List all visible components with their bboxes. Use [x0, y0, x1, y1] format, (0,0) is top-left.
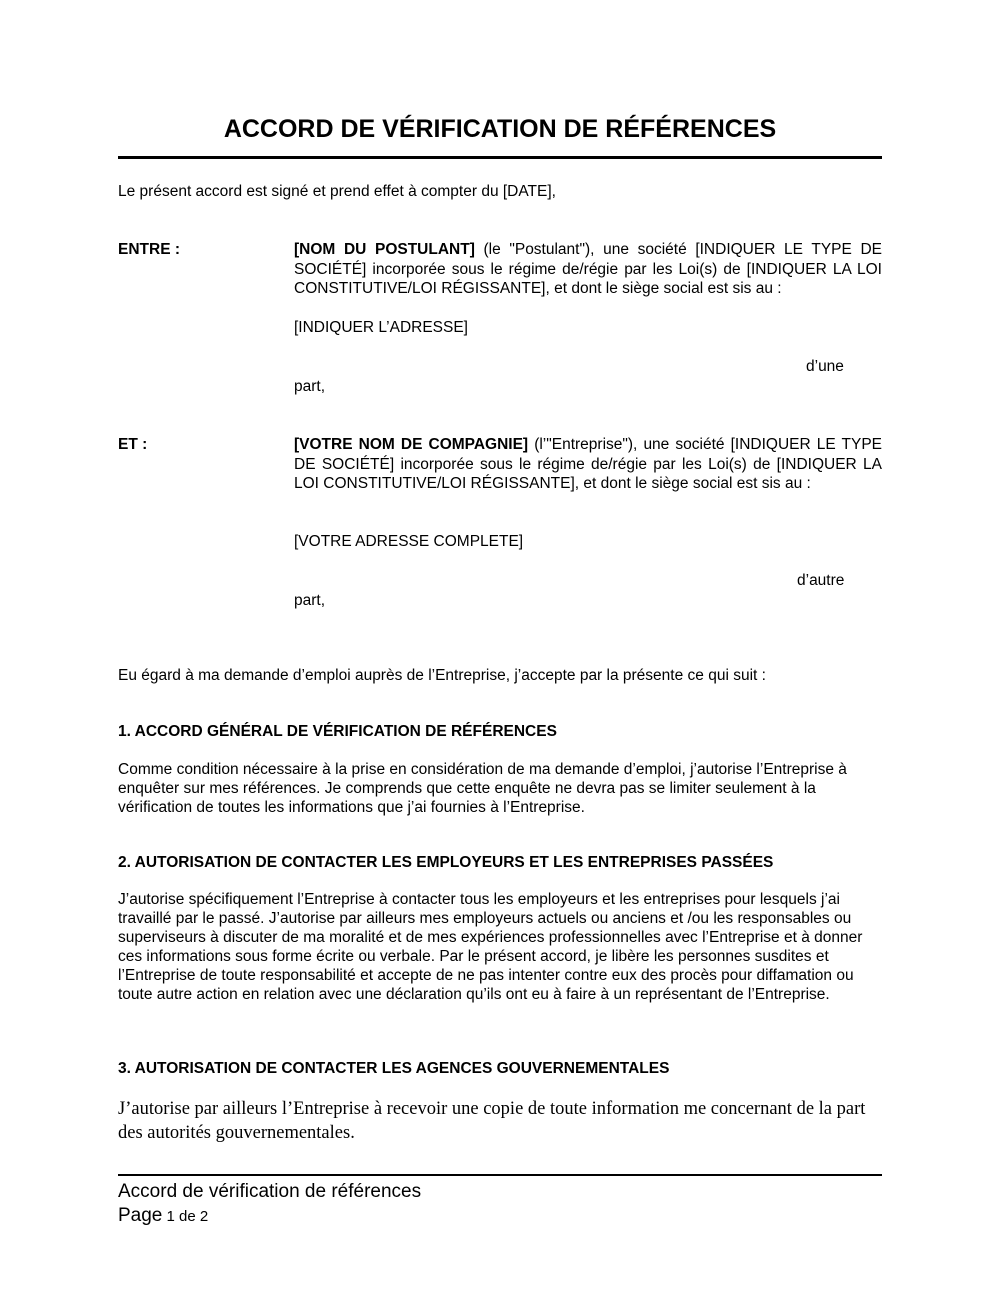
- section-1-heading: 1. ACCORD GÉNÉRAL DE VÉRIFICATION DE RÉFÉRENCES: [118, 723, 557, 740]
- party1-paragraph: [294, 240, 882, 299]
- footer-page-number: [118, 1204, 208, 1229]
- section-2-body: J’autorise spécifiquement l’Entreprise à contacter tous les employeurs et les entreprises pour lesquels j’ai travaillé par le passé. J’autorise par ailleurs mes employeurs actuels ou anciens et /ou les responsables ou superviseurs à discuter de ma moralité et de mes expériences professionnelles avec l’Entreprise et à donner ces informations sous forme écrite ou verbale. Par le présent accord, je libère les personnes susdites et l’Entreprise de toute responsabilité et accepte de ne pas intenter contre eux des procès pour diffamation ou toute autre action en relation avec une déclaration qu’ils ont eu à faire à un représentant de l’Entreprise.: [118, 891, 863, 1003]
- section-1-body: Comme condition nécessaire à la prise en considération de ma demande d’emploi, j’autorise l’Entreprise à enquêter sur mes références. Je comprends que cette enquête ne devra pas se limiter seulement à la vérification de toutes les informations que j’ai fournies à l’Entreprise.: [118, 761, 847, 816]
- section-2-heading: 2. AUTORISATION DE CONTACTER LES EMPLOYEURS ET LES ENTREPRISES PASSÉES: [118, 854, 774, 871]
- party2-part-left: part,: [294, 592, 326, 609]
- party1-address: [INDIQUER L’ADRESSE]: [294, 319, 468, 336]
- document-title: ACCORD DE VÉRIFICATION DE RÉFÉRENCES: [223, 115, 777, 143]
- preamble-paragraph: Eu égard à ma demande d’emploi auprès de l’Entreprise, j’accepte par la présente ce qui suit :: [118, 667, 766, 684]
- footer-rule: [118, 1174, 882, 1176]
- section-3-heading: 3. AUTORISATION DE CONTACTER LES AGENCES GOUVERNEMENTALES: [118, 1060, 670, 1077]
- section-3-body: J’autorise par ailleurs l’Entreprise à recevoir une copie de toute information me concernant de la part des autorités gouvernementales.: [118, 1099, 866, 1143]
- party2-part-right: d’autre: [797, 572, 845, 589]
- party2-paragraph: [294, 435, 882, 494]
- party2-address: [VOTRE ADRESSE COMPLETE]: [294, 533, 524, 550]
- title-underline: [118, 156, 882, 159]
- party2-description: (l’"Entreprise"), une société [INDIQUER LE TYPE DE SOCIÉTÉ] incorporée sous le régime de/régie par les Loi(s) de [INDIQUER LA LOI CONSTITUTIVE/LOI RÉGISSANTE], et dont le siège social est sis au :: [294, 436, 882, 492]
- party1-label: ENTRE :: [118, 241, 180, 258]
- party1-part-right: d’une: [806, 358, 844, 375]
- footer-document-title: Accord de vérification de références: [118, 1181, 422, 1202]
- footer-page-word: Page: [118, 1205, 163, 1226]
- footer-page-info: 1 de 2: [162, 1208, 209, 1225]
- intro-paragraph: Le présent accord est signé et prend effet à compter du [DATE],: [118, 183, 556, 200]
- party1-name: [NOM DU POSTULANT]: [294, 241, 475, 258]
- party2-label: ET :: [118, 436, 148, 453]
- party2-name: [VOTRE NOM DE COMPAGNIE]: [294, 436, 529, 453]
- party1-description: (le "Postulant"), une société [INDIQUER LE TYPE DE SOCIÉTÉ] incorporée sous le régime de/régie par les Loi(s) de [INDIQUER LA LOI CONSTITUTIVE/LOI RÉGISSANTE], et dont le siège social est sis au :: [294, 241, 883, 297]
- party1-part-left: part,: [294, 378, 326, 395]
